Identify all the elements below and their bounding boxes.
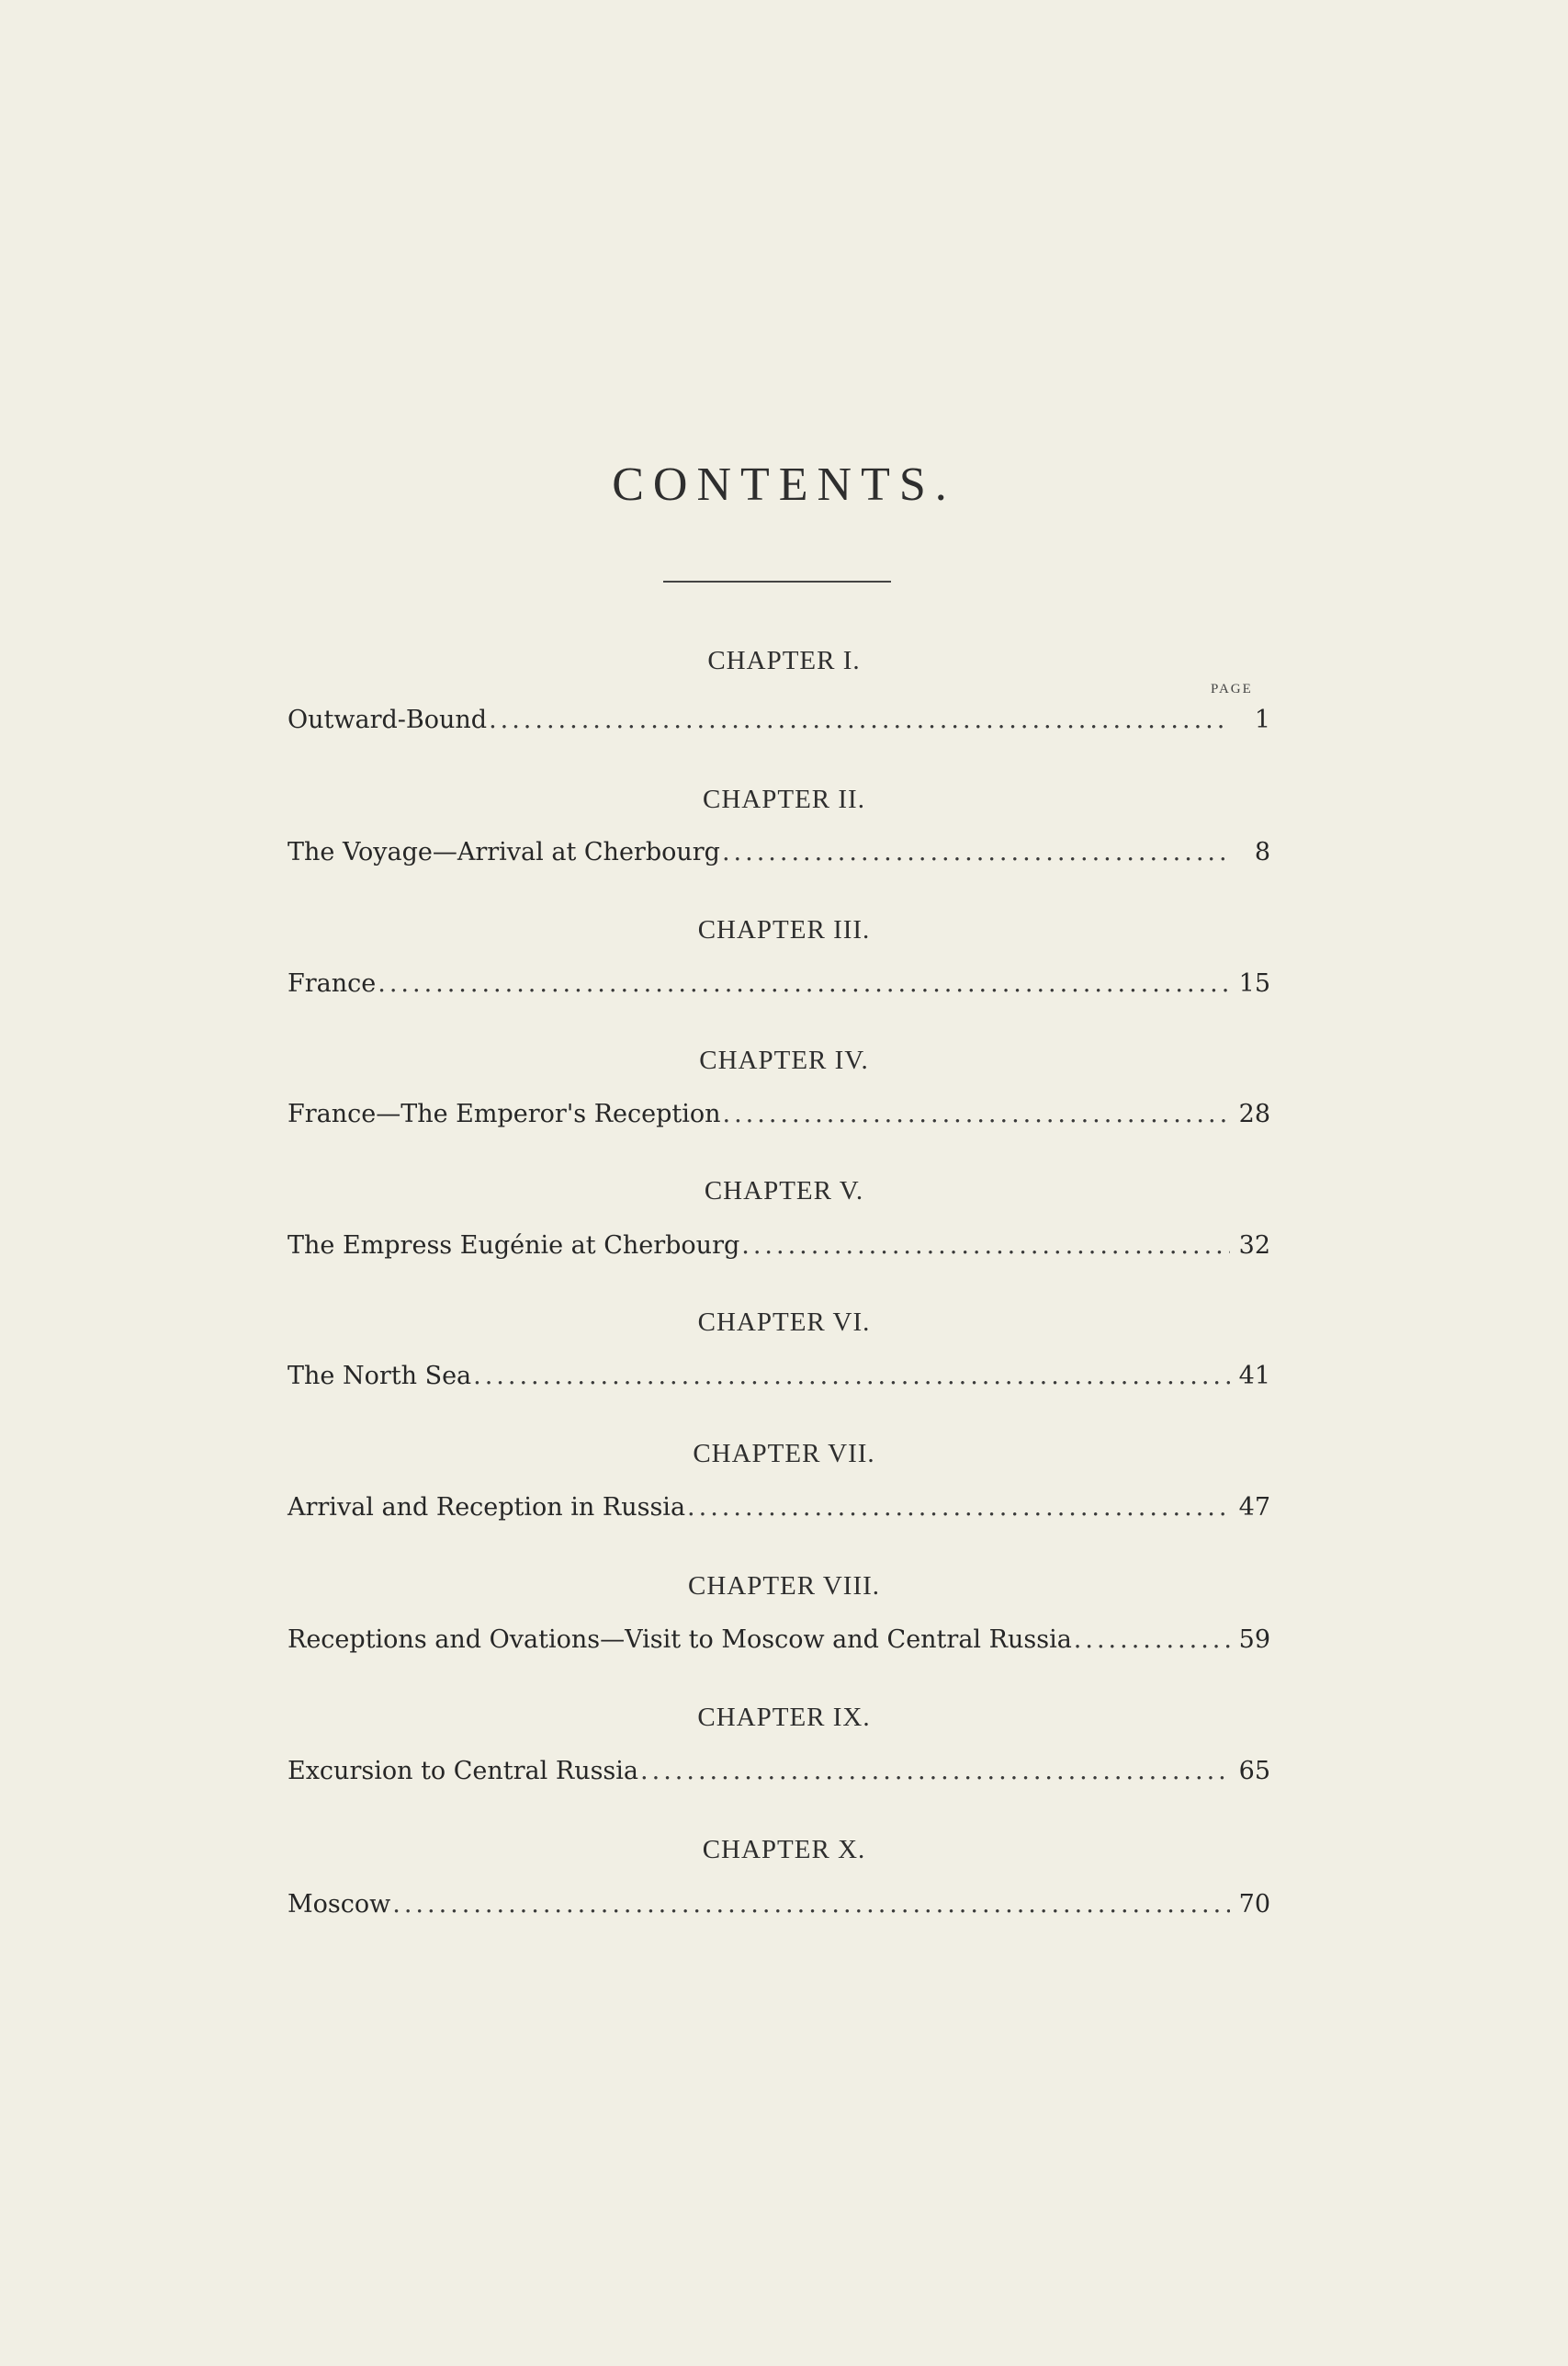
dot-leader: [392, 1890, 1229, 1919]
dot-leader: [741, 1231, 1229, 1260]
toc-entry-page: 65: [1238, 1757, 1270, 1785]
toc-entry-title: France—The Emperor's Reception: [288, 1100, 721, 1128]
toc-entry-page: 59: [1238, 1625, 1270, 1654]
dot-leader: [1074, 1625, 1230, 1654]
title-rule: [663, 581, 891, 583]
toc-entry-title: Excursion to Central Russia: [288, 1757, 639, 1785]
dot-leader: [640, 1757, 1230, 1785]
toc-entry-page: 70: [1238, 1890, 1270, 1919]
chapter-heading: CHAPTER VI.: [697, 1308, 871, 1337]
toc-entry-title: Arrival and Reception in Russia: [288, 1493, 686, 1522]
dot-leader: [687, 1493, 1230, 1522]
chapter-heading: CHAPTER V.: [704, 1176, 864, 1206]
chapter-heading: CHAPTER IX.: [697, 1703, 871, 1732]
toc-entry: [288, 1362, 1270, 1390]
toc-entry-title: Outward-Bound: [288, 706, 488, 734]
toc-entry-title: The North Sea: [288, 1362, 472, 1390]
chapter-heading: CHAPTER VII.: [693, 1439, 875, 1468]
toc-entry-title: Moscow: [288, 1890, 391, 1919]
toc-entry: [288, 1625, 1270, 1654]
toc-entry-title: The Voyage—Arrival at Cherbourg: [288, 838, 720, 866]
toc-entry-page: 32: [1238, 1231, 1270, 1260]
toc-entry: [288, 1231, 1270, 1260]
toc-entry-page: 15: [1238, 969, 1270, 998]
toc-entry: [288, 1100, 1270, 1128]
chapter-heading: CHAPTER VIII.: [687, 1571, 881, 1601]
toc-entry-title: Receptions and Ovations—Visit to Moscow and Central Russia: [288, 1625, 1072, 1654]
toc-entry-page: 41: [1238, 1362, 1270, 1390]
dot-leader: [378, 969, 1229, 998]
toc-entry: [288, 838, 1270, 866]
dot-leader: [722, 838, 1230, 866]
toc-entry-page: 28: [1238, 1100, 1270, 1128]
dot-leader: [473, 1362, 1230, 1390]
dot-leader: [489, 706, 1230, 734]
chapter-heading: CHAPTER IV.: [699, 1046, 869, 1075]
toc-entry: [288, 969, 1270, 998]
toc-entry: [288, 1757, 1270, 1785]
toc-entry-page: 47: [1238, 1493, 1270, 1522]
toc-entry-page: 1: [1254, 706, 1270, 734]
chapter-heading: CHAPTER I.: [707, 646, 861, 675]
toc-entry-title: France: [288, 969, 377, 998]
toc-entry: [288, 1493, 1270, 1522]
dot-leader: [723, 1100, 1230, 1128]
toc-entry-page: 8: [1254, 838, 1270, 866]
page-column-label: PAGE: [1211, 682, 1253, 696]
chapter-heading: CHAPTER X.: [702, 1835, 866, 1864]
chapter-heading: CHAPTER III.: [697, 915, 871, 945]
toc-entry-title: The Empress Eugénie at Cherbourg: [288, 1231, 740, 1260]
page-title: CONTENTS.: [612, 458, 956, 511]
toc-entry: [288, 1890, 1270, 1919]
toc-entry: [288, 706, 1270, 734]
chapter-heading: CHAPTER II.: [703, 785, 865, 814]
